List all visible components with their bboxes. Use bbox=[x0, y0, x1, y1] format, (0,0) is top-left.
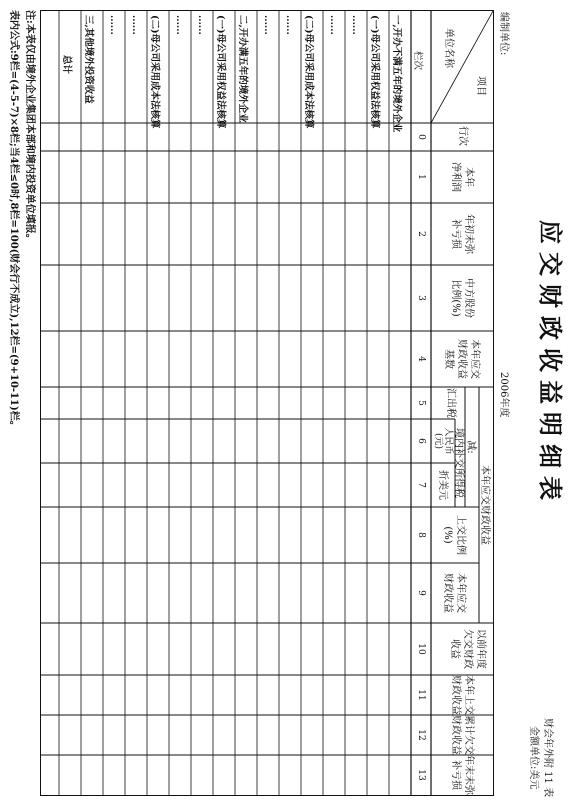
column-number: 6 bbox=[416, 438, 426, 444]
row-label: 总计 bbox=[61, 55, 72, 75]
row-label: ...... bbox=[130, 15, 141, 35]
form-title: 应交财政收益明细表 bbox=[536, 220, 565, 508]
header-net-profit: 本年 净利润 bbox=[450, 162, 474, 192]
header-paid: 本年上交 财政收益 bbox=[450, 675, 474, 715]
column-number: 1 bbox=[416, 174, 426, 180]
column-number: 2 bbox=[416, 231, 426, 237]
column-number: 9 bbox=[416, 590, 426, 596]
header-rmb: 人民币 (元) bbox=[433, 427, 453, 455]
column-index-label: 栏次 bbox=[412, 51, 423, 71]
header-ratio: 上交比例 (%) bbox=[442, 515, 466, 555]
column-number: 10 bbox=[416, 643, 426, 655]
header-usd: 折美元 bbox=[437, 470, 448, 500]
detail-table bbox=[40, 10, 494, 796]
form-unit: 金额单位:美元 bbox=[528, 726, 539, 790]
row-label: (二)母公司采用成本法核算 bbox=[149, 15, 160, 129]
header-domestic-tax: 境内补交所得税 bbox=[453, 428, 464, 498]
row-label: ...... bbox=[328, 15, 339, 35]
header-loss-makeup: 年初未弥 补亏损 bbox=[450, 214, 474, 254]
column-number: 11 bbox=[416, 689, 426, 701]
header-unit-name: 单位名称 bbox=[443, 28, 454, 68]
note-1: 注:本表仅由境外企业集团本部和境内投资单位填报。 bbox=[24, 10, 35, 244]
header-group-payable: 本年应交财政收益 bbox=[479, 465, 490, 545]
row-label: ...... bbox=[284, 15, 295, 35]
row-label: ...... bbox=[262, 15, 273, 35]
row-label: (二)母公司采用成本法核算 bbox=[303, 15, 314, 129]
header-fiscal-base: 本年应交 财政收益 基数 bbox=[443, 339, 480, 379]
row-label: ...... bbox=[350, 15, 361, 35]
row-label: ...... bbox=[174, 15, 185, 35]
column-number: 13 bbox=[416, 769, 426, 781]
column-number: 4 bbox=[416, 356, 426, 362]
column-number: 12 bbox=[416, 729, 426, 741]
column-number: 7 bbox=[416, 482, 426, 488]
header-item: 项目 bbox=[475, 76, 486, 96]
column-number: 0 bbox=[416, 134, 426, 140]
row-label: 二,开办满五年的境外企业 bbox=[237, 15, 248, 123]
header-cum-unpaid: 累计欠交 财政收益 bbox=[450, 715, 474, 755]
header-prior-unpaid: 以前年度 欠交财政 收益 bbox=[449, 629, 486, 669]
form-number: 财会年外附 11 表 bbox=[542, 718, 553, 798]
row-label: ...... bbox=[108, 15, 119, 35]
header-year-end-loss: 年末未弥 补亏损 bbox=[450, 755, 474, 795]
header-payable: 本年应交 财政收益 bbox=[442, 573, 466, 613]
row-label: 一,开办不满五年的境外企业 bbox=[391, 15, 402, 133]
row-label: 三,其他境外投资收益 bbox=[83, 15, 94, 104]
note-2: 表内公式:9栏=(4-5-7)×8栏;当4栏≤0时,8栏=100(财会行不成立),12栏=(9+10-11)栏。 bbox=[8, 10, 19, 431]
org-label: 编制单位: bbox=[498, 12, 509, 56]
column-number: 8 bbox=[416, 532, 426, 538]
column-number: 3 bbox=[416, 295, 426, 301]
row-label: (一)母公司采用权益法核算 bbox=[215, 15, 226, 129]
header-china-share: 中方股份 比例(%) bbox=[450, 278, 474, 318]
row-label: (一)母公司采用权益法核算 bbox=[369, 15, 380, 129]
row-label: ...... bbox=[196, 15, 207, 35]
header-deduct: 减: bbox=[465, 440, 476, 454]
header-seq: 行次 bbox=[457, 126, 468, 146]
column-number: 5 bbox=[416, 400, 426, 406]
header-remit-tax: 汇出税 bbox=[445, 388, 456, 418]
form-year: 2006年度 bbox=[498, 372, 509, 418]
